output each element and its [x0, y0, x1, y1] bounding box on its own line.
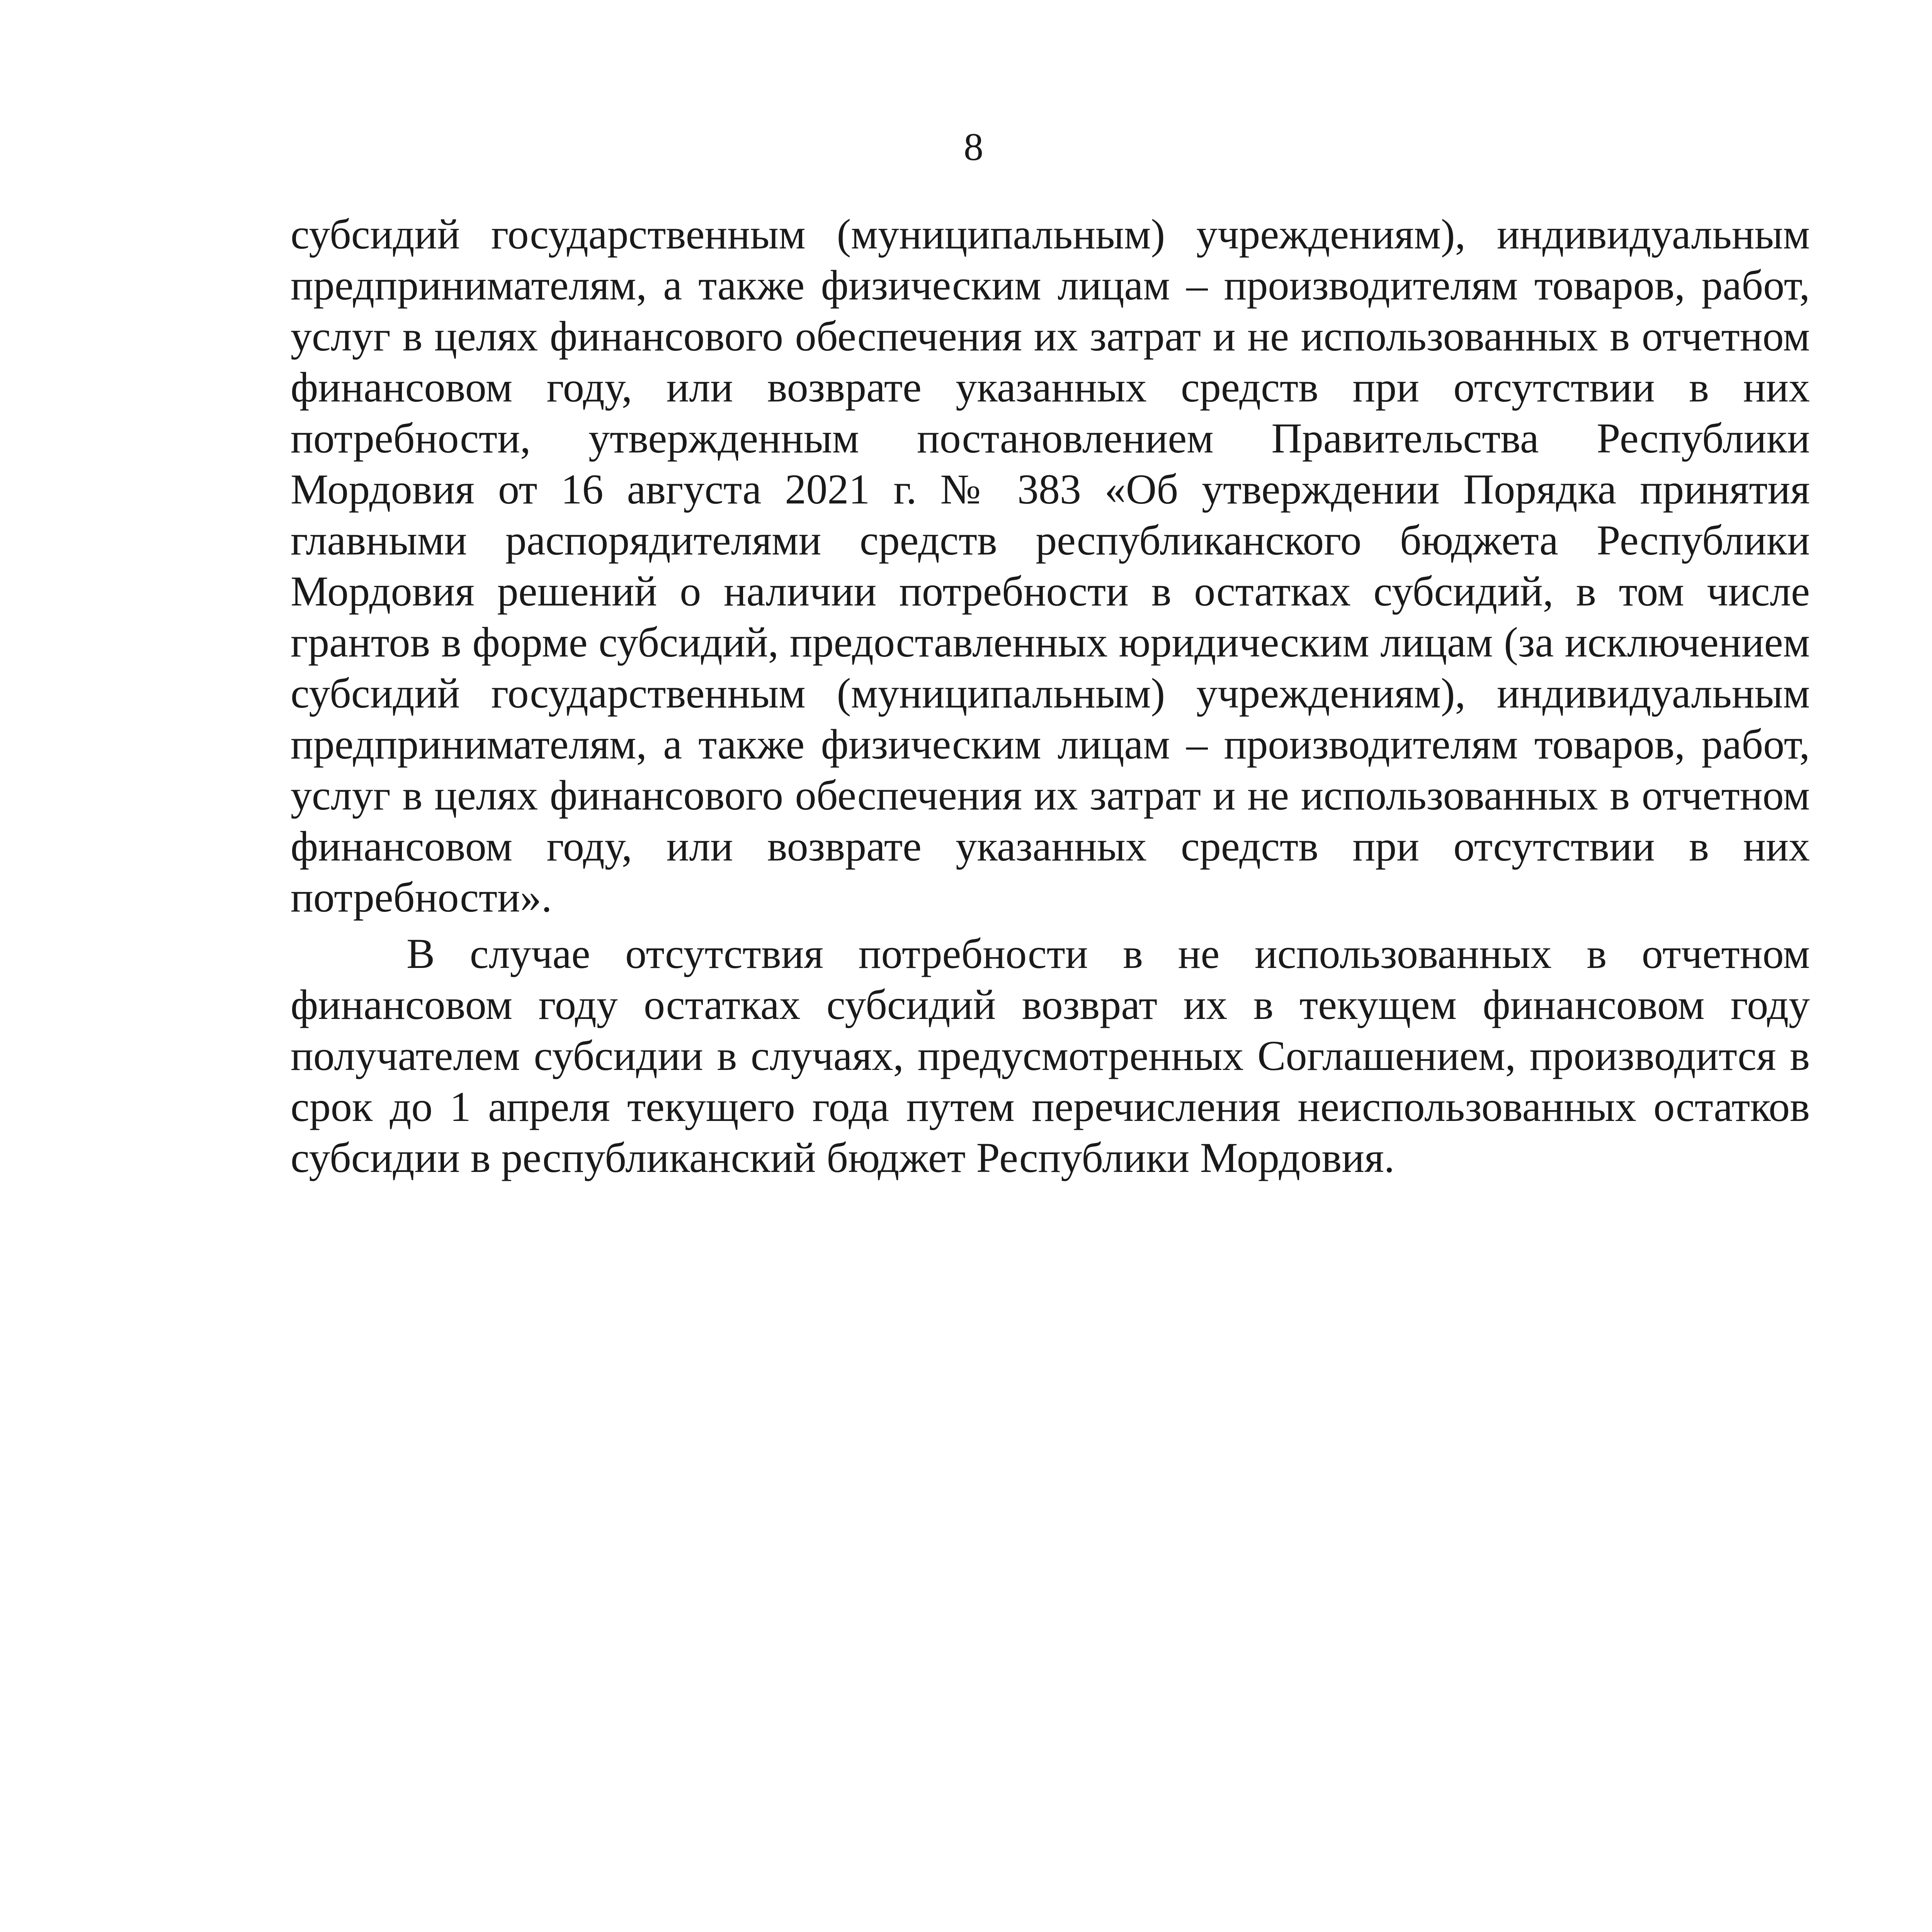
- paragraph-refund-terms: В случае отсутствия потребности в не использованных в отчетном финансовом году остатках субсидий возврат их в текущем финансовом году получателем субсидии в случаях, предусмотренных Соглашением, производится в срок до 1 апреля текущего года путем перечисления неиспользованных остатков субсидии в республиканский бюджет Республики Мордовия.: [291, 930, 1810, 1181]
- page-number: 8: [964, 125, 983, 169]
- document-body: [291, 209, 1810, 1183]
- paragraph-continued: субсидий государственным (муниципальным) учреждениям), индивидуальным предпринимателям, а также физическим лицам – производителям товаров, работ, услуг в целях финансового обеспечения их затрат и не использованных в отчетном финансовом году, или возврате указанных средств при отсутствии в них потребности, утвержденным постановлением Правительства Республики Мордовия от 16 августа 2021 г. № 383 «Об утверждении Порядка принятия главными распорядителями средств республиканского бюджета Республики Мордовия решений о наличии потребности в остатках субсидий, в том числе грантов в форме субсидий, предоставленных юридическим лицам (за исключением субсидий государственным (муниципальным) учреждениям), индивидуальным предпринимателям, а также физическим лицам – производителям товаров, работ, услуг в целях финансового обеспечения их затрат и не использованных в отчетном финансовом году, или возврате указанных средств при отсутствии в них потребности».: [291, 211, 1810, 921]
